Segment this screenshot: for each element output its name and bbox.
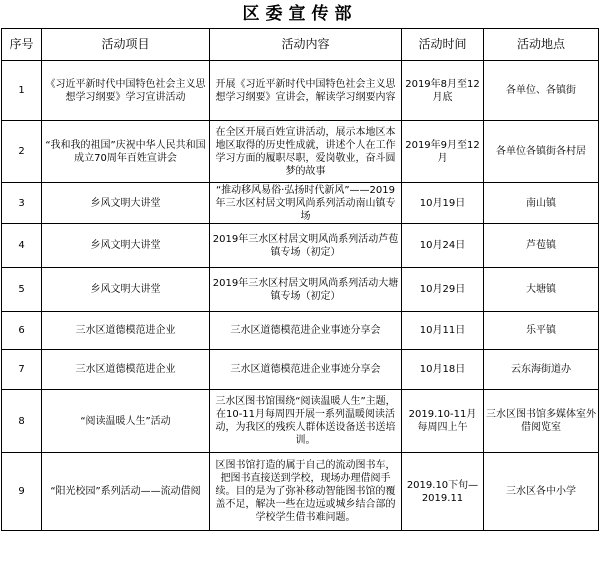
cell-content: 三水区图书馆围绕“阅读温暖人生”主题，在10-11月每周四开展一系列温暖阅读活动，为我区的残疾人群体送设备送书送培训。 [210,390,402,453]
cell-index: 8 [2,390,42,453]
table-row [2,453,599,531]
cell-time: 2019年9月至12月 [402,121,484,183]
cell-item: 乡风文明大讲堂 [42,268,210,312]
cell-place: 三水区图书馆多媒体室外借阅览室 [484,390,599,453]
cell-time: 10月24日 [402,224,484,268]
table-row [2,312,599,350]
cell-index: 9 [2,453,42,531]
cell-item: 乡风文明大讲堂 [42,224,210,268]
cell-content: 2019年三水区村居文明风尚系列活动大塘镇专场（初定） [210,268,402,312]
cell-content: 在全区开展百姓宣讲活动，展示本地区本地区取得的历史性成就，讲述个人在工作学习方面的履职尽职，爱岗敬业，奋斗圆梦的故事 [210,121,402,183]
cell-index: 5 [2,268,42,312]
activity-table [1,28,599,531]
cell-time: 10月29日 [402,268,484,312]
header-place: 活动地点 [484,29,599,61]
cell-place: 三水区各中小学 [484,453,599,531]
cell-time: 2019年8月至12月底 [402,61,484,121]
header-content: 活动内容 [210,29,402,61]
page-title: 区委宣传部 [242,4,358,24]
cell-content: 三水区道德模范进企业事迹分享会 [210,350,402,390]
table-header-row [2,29,599,61]
header-time: 活动时间 [402,29,484,61]
cell-item: 乡风文明大讲堂 [42,183,210,224]
table-row [2,390,599,453]
cell-index: 2 [2,121,42,183]
cell-time: 10月18日 [402,350,484,390]
cell-content: “推动移风易俗·弘扬时代新风”——2019年三水区村居文明风尚系列活动南山镇专场 [210,183,402,224]
cell-index: 6 [2,312,42,350]
cell-item: 《习近平新时代中国特色社会主义思想学习纲要》学习宣讲活动 [42,61,210,121]
cell-item: 三水区道德模范进企业 [42,350,210,390]
cell-item: “阅读温暖人生”活动 [42,390,210,453]
header-item: 活动项目 [42,29,210,61]
header-index: 序号 [2,29,42,61]
cell-place: 大塘镇 [484,268,599,312]
cell-content: 开展《习近平新时代中国特色社会主义思想学习纲要》宣讲会，解读学习纲要内容 [210,61,402,121]
cell-place: 云东海街道办 [484,350,599,390]
cell-index: 7 [2,350,42,390]
table-row [2,350,599,390]
table-row [2,224,599,268]
table-row [2,61,599,121]
cell-item: “我和我的祖国”庆祝中华人民共和国成立70周年百姓宣讲会 [42,121,210,183]
cell-time: 10月11日 [402,312,484,350]
cell-index: 4 [2,224,42,268]
cell-time: 2019.10-11月每周四上午 [402,390,484,453]
table-row [2,121,599,183]
cell-place: 乐平镇 [484,312,599,350]
cell-content: 2019年三水区村居文明风尚系列活动芦苞镇专场（初定） [210,224,402,268]
cell-content: 三水区道德模范进企业事迹分享会 [210,312,402,350]
cell-place: 芦苞镇 [484,224,599,268]
cell-item: “阳光校园”系列活动——流动借阅 [42,453,210,531]
cell-index: 3 [2,183,42,224]
cell-index: 1 [2,61,42,121]
table-row [2,183,599,224]
cell-place: 各单位各镇街各村居 [484,121,599,183]
cell-time: 10月19日 [402,183,484,224]
cell-time: 2019.10下旬—2019.11 [402,453,484,531]
cell-place: 各单位、各镇街 [484,61,599,121]
cell-place: 南山镇 [484,183,599,224]
table-row [2,268,599,312]
cell-content: 区图书馆打造的属于自己的流动图书车，把图书直接送到学校，现场办理借阅手续。目的是为了弥补移动智能图书馆的覆盖不足，解决一些在边远或城乡结合部的学校学生借书难问题。 [210,453,402,531]
cell-item: 三水区道德模范进企业 [42,312,210,350]
